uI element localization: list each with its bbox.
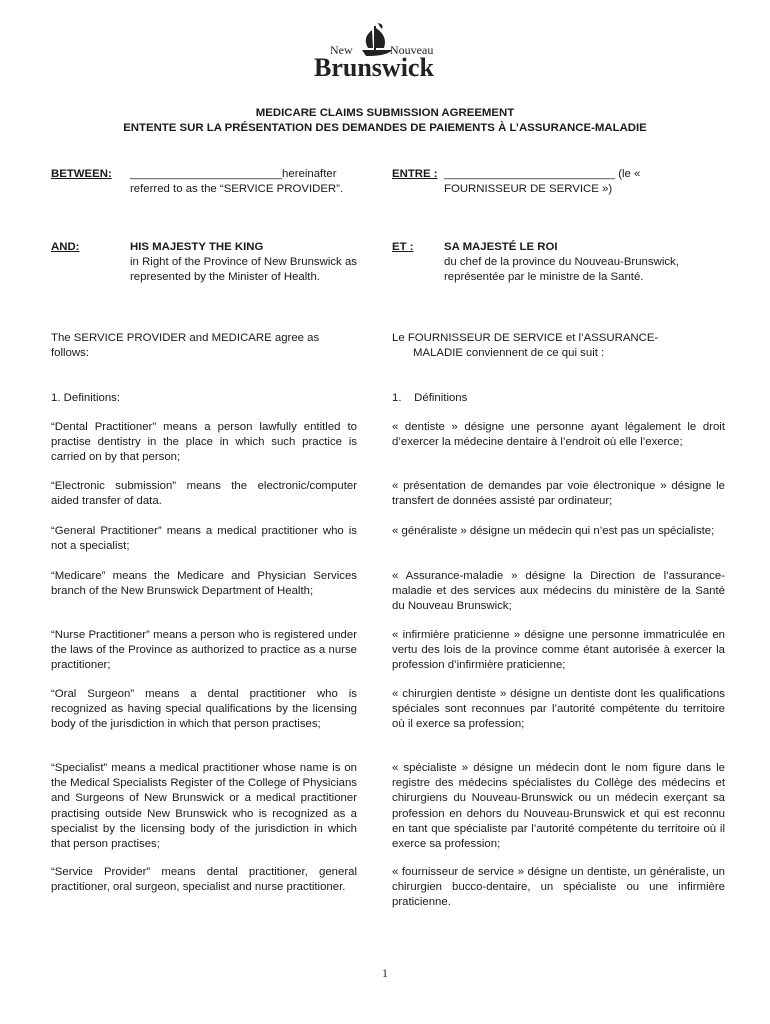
between-text: ________________________hereinafter referred to as the “SERVICE PROVIDER”.	[130, 168, 344, 196]
and-block	[130, 240, 357, 286]
definition-dental-practitioner-en: “Dental Practitioner” means a person lawfully entitled to practise dentistry in the place in which such practice is carried on by that person;	[51, 421, 357, 464]
definition-general-practitioner-en: “General Practitioner” means a medical practitioner who is not a specialist;	[51, 525, 357, 553]
logo-word-new: New	[330, 43, 353, 57]
between-label: BETWEEN:	[51, 168, 112, 180]
definition-dental-practitioner-fr: « dentiste » désigne une personne ayant légalement le droit d’exercer la médecine dentaire à l’endroit où elle l’exerce;	[392, 421, 725, 449]
et-label: ET :	[392, 241, 414, 253]
et-text: du chef de la province du Nouveau-Brunswick, représentée par le ministre de la Santé.	[444, 256, 679, 284]
definition-specialist-fr: « spécialiste » désigne un médecin dont le nom figure dans le registre des médecins spécialistes du Collège des médecins et chirurgiens du Nouveau-Brunswick ou un médecin exerçant sa profession en dehors du Nouveau-Brunswick et qui est reconnu en tant que spécialiste par l’autorité compétente du territoire où il exerce sa profession;	[392, 762, 725, 851]
and-label: AND:	[51, 241, 80, 253]
intro-french-line1: Le FOURNISSEUR DE SERVICE et l’ASSURANCE-	[392, 332, 659, 344]
definition-oral-surgeon-fr: « chirurgien dentiste » désigne un dentiste dont les qualifications spéciales sont reconnues par l’autorité compétente du territoire où il exerce sa profession;	[392, 688, 725, 731]
new-brunswick-logo	[312, 20, 462, 78]
definition-medicare-fr: « Assurance-maladie » désigne la Direction de l’assurance-maladie et des services aux médecins du ministère de la Santé du Nouveau Brunswick;	[392, 570, 725, 613]
entre-label: ENTRE :	[392, 168, 438, 180]
intro-french	[392, 331, 725, 361]
definition-service-provider-fr: « fournisseur de service » désigne un dentiste, un généraliste, un chirurgien bucco-dentaire, un spécialiste ou une infirmière praticienne.	[392, 866, 725, 909]
and-text: in Right of the Province of New Brunswick as represented by the Minister of Health.	[130, 256, 357, 284]
definition-nurse-practitioner-fr: « infirmière praticienne » désigne une personne immatriculée en vertu des lois de la province comme étant autorisée à exercer la profession d’infirmière praticienne;	[392, 629, 725, 672]
page-number: 1	[382, 966, 388, 980]
definitions-heading-english: 1. Definitions:	[51, 392, 121, 404]
intro-english: The SERVICE PROVIDER and MEDICARE agree as follows:	[51, 332, 320, 360]
definition-general-practitioner-fr: « généraliste » désigne un médecin qui n’est pas un spécialiste;	[392, 525, 715, 537]
et-block	[444, 240, 725, 286]
title-french: ENTENTE SUR LA PRÉSENTATION DES DEMANDES DE PAIEMENTS À L’ASSURANCE-MALADIE	[123, 122, 647, 134]
and-name: HIS MAJESTY THE KING	[130, 241, 264, 253]
definition-oral-surgeon-en: “Oral Surgeon” means a dental practitioner who is recognized as having special qualifications by the licensing body of the jurisdiction in which that person practises;	[51, 688, 357, 731]
definition-electronic-submission-fr: « présentation de demandes par voie électronique » désigne le transfert de données assisté par ordinateur;	[392, 480, 725, 508]
definition-medicare-en: “Medicare” means the Medicare and Physician Services branch of the New Brunswick Department of Health;	[51, 570, 357, 598]
et-name: SA MAJESTÉ LE ROI	[444, 241, 558, 253]
title-english: MEDICARE CLAIMS SUBMISSION AGREEMENT	[255, 107, 515, 119]
document-title	[40, 106, 730, 136]
ship-emblem-icon	[362, 23, 392, 56]
definitions-heading-french: 1. Définitions	[392, 392, 468, 404]
logo-word-brunswick: Brunswick	[314, 53, 434, 78]
definition-nurse-practitioner-en: “Nurse Practitioner” means a person who is registered under the laws of the Province as authorized to practice as a nurse practitioner;	[51, 629, 357, 672]
definition-service-provider-en: “Service Provider” means dental practitioner, general practitioner, oral surgeon, specialist and nurse practitioner.	[51, 866, 357, 894]
intro-french-line2: MALADIE conviennent de ce qui suit :	[413, 347, 605, 360]
definition-specialist-en: “Specialist” means a medical practitioner whose name is on the Medical Specialists Register of the College of Physicians and Surgeons of New Brunswick or a medical practitioner practising outside New Brunswick who is recognized as a specialist by the licensing body of the jurisdiction in which that person practises;	[51, 762, 357, 851]
entre-text: ___________________________ (le « FOURNISSEUR DE SERVICE »)	[444, 168, 641, 196]
definition-electronic-submission-en: “Electronic submission” means the electronic/computer aided transfer of data.	[51, 480, 357, 508]
logo-word-nouveau: Nouveau	[390, 43, 434, 57]
